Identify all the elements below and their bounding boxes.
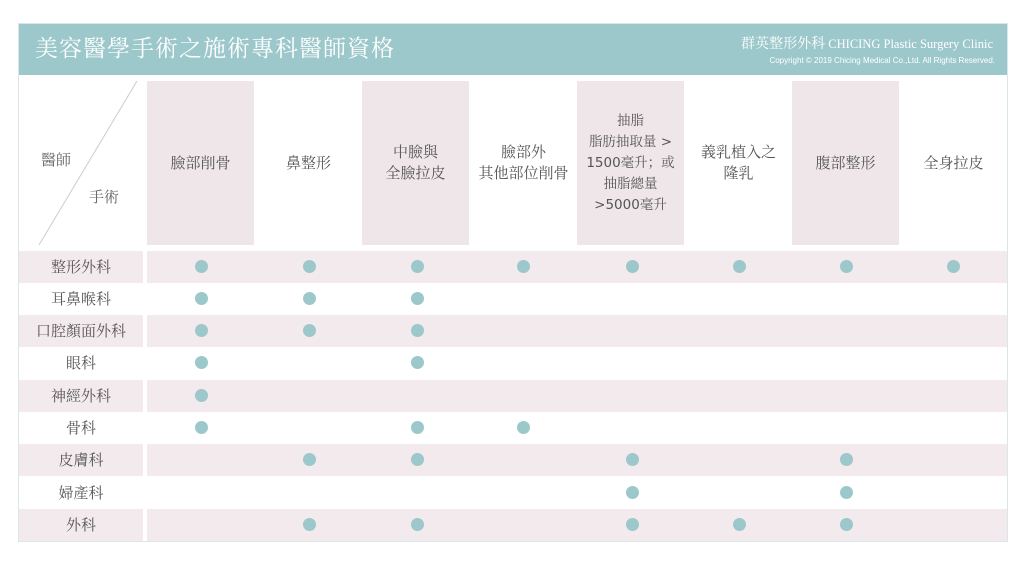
column-header-text [815, 153, 875, 174]
qualified-dot [411, 260, 424, 273]
brand-chinese-name: 群英整形外科 [741, 37, 826, 52]
qualified-dot [411, 453, 424, 466]
qualified-dot [195, 260, 208, 273]
column-header-line: 鼻整形 [285, 153, 331, 172]
row-band [147, 315, 1007, 347]
qualified-dot [411, 356, 424, 369]
row-specialty-label: 整形外科 [50, 258, 111, 277]
corner-diagonal-line [19, 75, 143, 250]
qualified-dot [626, 518, 639, 531]
table-row [19, 315, 1007, 347]
row-specialty-label: 口腔顏面外科 [35, 322, 126, 341]
row-band [147, 380, 1007, 412]
table-row [19, 412, 1007, 444]
column-header-text [286, 153, 331, 174]
qualified-dot [303, 292, 316, 305]
qualified-dot [195, 324, 208, 337]
qualification-table-card [18, 23, 1008, 542]
column-header-1 [147, 81, 254, 245]
copyright-notice: Copyright © 2019 Chicing Medical Co.,Ltd. All Rights Reserved. [769, 56, 995, 65]
column-header-line: 脂肪抽取量 > [588, 133, 673, 150]
clinic-brand [741, 33, 993, 53]
table-row [19, 251, 1007, 283]
column-header-line: 臉部削骨 [170, 153, 231, 172]
header-bar [19, 24, 1007, 75]
column-header-text [385, 142, 445, 184]
qualified-dot [303, 260, 316, 273]
table-row [19, 509, 1007, 541]
page-title: 美容醫學手術之施術專科醫師資格 [35, 36, 395, 62]
qualified-dot [303, 453, 316, 466]
row-specialty-label: 耳鼻喉科 [50, 290, 111, 309]
qualified-dot [195, 389, 208, 402]
qualified-dot [195, 421, 208, 434]
column-header-text [170, 153, 230, 174]
row-specialty-label: 婦產科 [58, 484, 104, 503]
column-header-line: >5000毫升 [594, 196, 667, 213]
column-header-5 [577, 81, 684, 245]
row-band [147, 251, 1007, 283]
column-header-line: 1500毫升；或 [586, 154, 675, 171]
qualified-dot [195, 356, 208, 369]
column-header-line: 其他部位削骨 [478, 164, 569, 182]
column-header-6 [685, 81, 792, 245]
column-header-line: 臉部外 [500, 143, 546, 161]
qualified-dot [195, 292, 208, 305]
column-header-text [586, 111, 674, 216]
qualified-dot [733, 260, 746, 273]
column-header-line: 全臉拉皮 [385, 164, 446, 182]
row-band [147, 509, 1007, 541]
qualified-dot [733, 518, 746, 531]
column-header-text [701, 142, 776, 184]
column-header-4 [470, 81, 577, 245]
qualified-dot [626, 453, 639, 466]
column-header-3 [362, 81, 469, 245]
qualified-dot [411, 324, 424, 337]
qualified-dot [840, 486, 853, 499]
row-specialty-label: 骨科 [65, 419, 96, 438]
column-header-7 [792, 81, 899, 245]
column-header-line: 腹部整形 [815, 153, 876, 172]
qualified-dot [303, 518, 316, 531]
column-header-line: 隆乳 [723, 164, 754, 182]
column-header-line: 抽脂 [616, 112, 644, 129]
qualified-dot [840, 453, 853, 466]
qualified-dot [626, 260, 639, 273]
column-header-line: 全身拉皮 [923, 153, 984, 172]
qualified-dot [947, 260, 960, 273]
row-specialty-label: 皮膚科 [58, 451, 104, 470]
brand-english-name: CHICING Plastic Surgery Clinic [828, 37, 993, 51]
corner-doctor-label: 醫師 [41, 151, 72, 169]
table-row [19, 444, 1007, 476]
corner-surgery-label: 手術 [89, 188, 120, 206]
table-row [19, 347, 1007, 379]
row-band [147, 444, 1007, 476]
column-header-text [478, 142, 568, 184]
row-specialty-label: 神經外科 [50, 387, 111, 406]
table-row [19, 380, 1007, 412]
table-row [19, 477, 1007, 509]
qualified-dot [411, 518, 424, 531]
qualified-dot [411, 292, 424, 305]
row-specialty-label: 外科 [65, 516, 96, 535]
column-header-text [923, 153, 983, 174]
qualified-dot [517, 421, 530, 434]
qualified-dot [303, 324, 316, 337]
column-header-line: 義乳植入之 [700, 143, 776, 161]
qualified-dot [840, 260, 853, 273]
row-specialty-label: 眼科 [65, 354, 96, 373]
column-header-line: 中臉與 [392, 143, 438, 161]
qualified-dot [517, 260, 530, 273]
column-header-8 [900, 81, 1007, 245]
table-row [19, 283, 1007, 315]
qualified-dot [840, 518, 853, 531]
column-header-2 [255, 81, 362, 245]
qualified-dot [411, 421, 424, 434]
qualified-dot [626, 486, 639, 499]
column-header-line: 抽脂總量 [603, 175, 658, 192]
